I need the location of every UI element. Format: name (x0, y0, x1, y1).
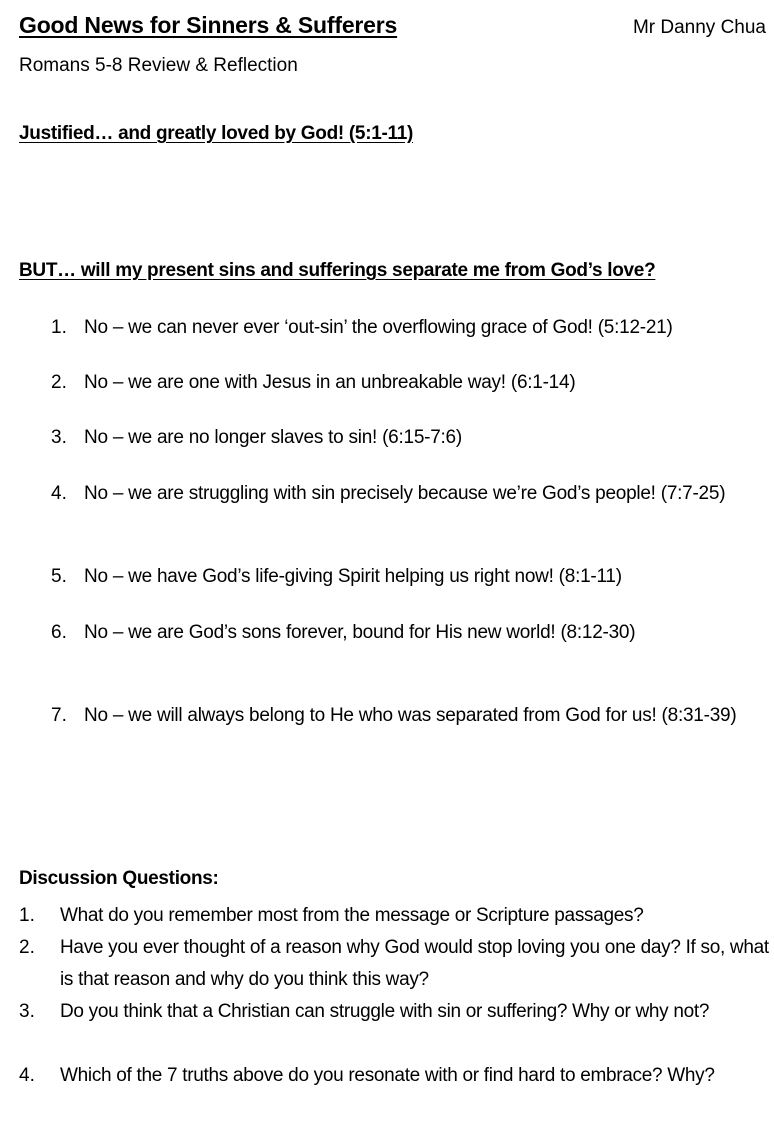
question-number: 4. (19, 1065, 35, 1086)
author-name: Mr Danny Chua (632, 17, 766, 38)
truth-number: 6. (51, 622, 67, 643)
truth-number: 7. (51, 705, 67, 726)
truth-number: 1. (51, 317, 67, 338)
question-number: 1. (19, 905, 35, 926)
question-number: 2. (19, 937, 35, 958)
truth-number: 4. (51, 483, 67, 504)
truth-text: No – we will always belong to He who was separated from God for us! (8:31-39) (84, 705, 737, 726)
separation-question-heading: BUT… will my present sins and sufferings separate me from God’s love? (19, 260, 656, 281)
document-subtitle: Romans 5-8 Review & Reflection (19, 55, 298, 76)
question-text: What do you remember most from the message or Scripture passages? (60, 905, 644, 926)
question-text: Have you ever thought of a reason why God would stop loving you one day? If so, what is that reason and why do you think this way? (60, 937, 769, 990)
truth-text: No – we are no longer slaves to sin! (6:15-7:6) (84, 427, 462, 448)
truth-number: 2. (51, 372, 67, 393)
truth-number: 5. (51, 566, 67, 587)
document-title: Good News for Sinners & Sufferers (19, 12, 398, 38)
truth-text: No – we have God’s life-giving Spirit helping us right now! (8:1-11) (84, 566, 622, 587)
discussion-heading: Discussion Questions: (19, 868, 219, 889)
truth-text: No – we are God’s sons forever, bound for His new world! (8:12-30) (84, 622, 636, 643)
justified-heading: Justified… and greatly loved by God! (5:1-11) (19, 123, 414, 144)
truth-number: 3. (51, 427, 67, 448)
question-text: Which of the 7 truths above do you resonate with or find hard to embrace? Why? (60, 1065, 715, 1086)
truth-text: No – we are struggling with sin precisely because we’re God’s people! (7:7-25) (84, 483, 726, 504)
truth-text: No – we are one with Jesus in an unbreakable way! (6:1-14) (84, 372, 576, 393)
question-text: Do you think that a Christian can struggle with sin or suffering? Why or why not? (60, 1001, 710, 1022)
question-number: 3. (19, 1001, 35, 1022)
truth-text: No – we can never ever ‘out-sin’ the overflowing grace of God! (5:12-21) (84, 317, 673, 338)
